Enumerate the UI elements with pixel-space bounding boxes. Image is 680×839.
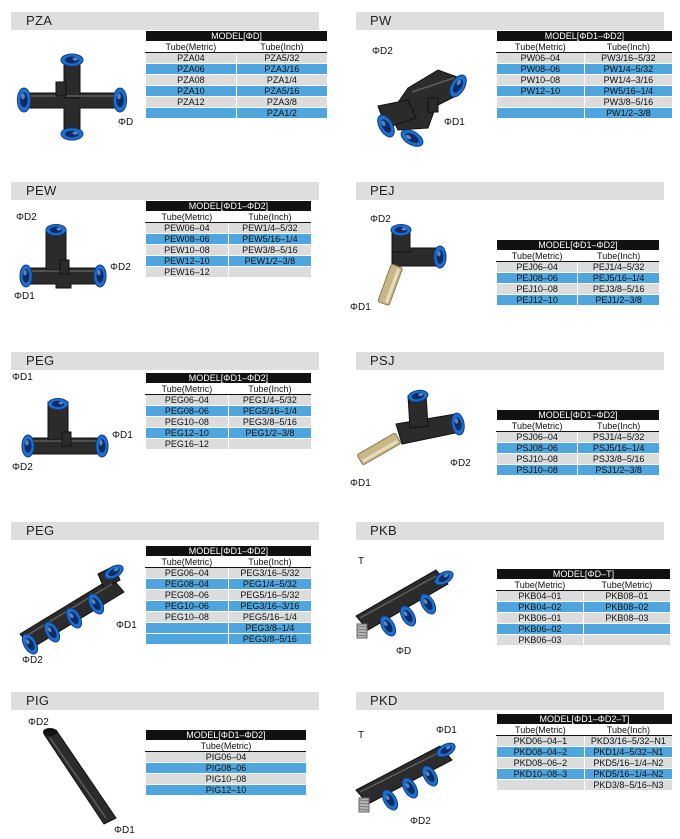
table-cell: PEG3/8–1/4 — [228, 623, 311, 634]
table-row — [497, 736, 673, 747]
table-row — [146, 267, 312, 278]
fitting-image-pkd — [340, 728, 464, 824]
fitting-image-pig — [24, 726, 130, 826]
table-subheader-row — [146, 42, 328, 53]
section-bar-pew — [11, 182, 319, 200]
table-subheader-row — [146, 384, 312, 395]
dimension-label-pkd-1: ΦD1 — [436, 725, 457, 736]
column-header: Tube(Metric) — [497, 725, 585, 736]
table-cell: PEJ06–04 — [497, 262, 578, 273]
table-cell: PEG08–06 — [146, 406, 229, 417]
table-cell: PIG10–08 — [146, 774, 307, 785]
mounting-boss — [428, 98, 438, 112]
table-cell: PEG1/4–5/32 — [228, 395, 311, 406]
table-cell — [497, 780, 585, 791]
dimension-label-pza-0: ΦD — [118, 117, 134, 128]
dimension-label-pw-1: ΦD1 — [444, 117, 465, 128]
table-cell: PEG5/16–1/4 — [228, 612, 311, 623]
table-cell: PEW1/2–3/8 — [228, 256, 311, 267]
table-subheader-row — [146, 212, 312, 223]
dimension-label-pig-0: ΦD2 — [28, 717, 49, 728]
threaded-stem — [359, 798, 369, 812]
section-title-pew: PEW — [26, 183, 57, 198]
table-cell: PEG3/16–3/16 — [228, 601, 311, 612]
table-row — [497, 75, 673, 86]
table-header-row — [146, 546, 312, 557]
table-row — [497, 454, 660, 465]
table-cell: PEG10–06 — [146, 601, 229, 612]
table-row — [146, 634, 312, 645]
table-cell: PSJ1/2–3/8 — [578, 465, 659, 476]
column-header: Tube(Metric) — [146, 42, 237, 53]
table-cell: PIG08–06 — [146, 763, 307, 774]
table-row — [146, 568, 312, 579]
column-header: Tube(Metric) — [497, 580, 584, 591]
table-cell: PEG08–04 — [146, 579, 229, 590]
table-row — [497, 284, 660, 295]
column-header: Tube(Metric) — [146, 557, 229, 568]
dimension-label-peg2-0: ΦD1 — [116, 620, 137, 631]
table-cell: PEG10–08 — [146, 612, 229, 623]
table-cell: PSJ5/16–1/4 — [578, 443, 659, 454]
table-cell: PEG1/4–5/32 — [228, 579, 311, 590]
table-row — [146, 763, 307, 774]
table-cell: PEG5/16–5/32 — [228, 590, 311, 601]
section-title-pkd: PKD — [370, 693, 398, 708]
table-cell — [146, 634, 229, 645]
column-header: Tube(Metric) — [497, 251, 578, 262]
model-table-pw — [496, 31, 672, 119]
table-cell: PSJ3/8–5/16 — [578, 454, 659, 465]
table-cell — [228, 267, 311, 278]
table-header: MODEL[ΦD1–ΦD2] — [146, 730, 307, 741]
model-table-peg2 — [145, 546, 311, 645]
section-bar-pig — [11, 692, 319, 710]
table-cell: PIG12–10 — [146, 785, 307, 796]
table-row — [146, 108, 328, 119]
model-table-pkd — [496, 714, 672, 791]
table-row — [146, 439, 312, 450]
table-row — [146, 406, 312, 417]
table-cell: PEG12–10 — [146, 428, 229, 439]
table-cell — [146, 623, 229, 634]
dimension-label-psj-1: ΦD1 — [350, 478, 371, 489]
table-cell: PZA08 — [146, 75, 237, 86]
section-title-pkb: PKB — [370, 523, 397, 538]
table-row — [146, 223, 312, 234]
table-cell: PZA5/32 — [236, 53, 327, 64]
dimension-label-psj-0: ΦD2 — [450, 458, 471, 469]
table-cell: PSJ06–04 — [497, 432, 578, 443]
table-cell: PW5/16–1/4 — [584, 86, 672, 97]
table-cell: PZA06 — [146, 64, 237, 75]
brass-stem — [378, 264, 403, 306]
table-cell: PKB08–02 — [583, 602, 670, 613]
table-cell: PZA10 — [146, 86, 237, 97]
mounting-boss — [56, 82, 66, 96]
table-row — [497, 747, 673, 758]
table-header-row — [497, 569, 671, 580]
blue-port — [391, 225, 411, 236]
table-row — [497, 53, 673, 64]
table-row — [497, 613, 671, 624]
dimension-label-pkd-0: T — [358, 730, 365, 741]
tube-end — [43, 728, 57, 736]
section-bar-pej — [356, 182, 664, 200]
table-cell: PSJ10–08 — [497, 454, 578, 465]
section-title-psj: PSJ — [370, 353, 395, 368]
table-cell: PW06–04 — [497, 53, 585, 64]
dimension-label-pkb-0: T — [358, 556, 365, 567]
section-bar-peg2 — [11, 522, 319, 540]
table-row — [146, 623, 312, 634]
table-header-row — [497, 410, 660, 421]
fitting-image-psj — [346, 388, 466, 480]
table-row — [497, 262, 660, 273]
blue-port — [61, 54, 83, 66]
table-header: MODEL[ΦD] — [146, 31, 328, 42]
table-cell: PW12–10 — [497, 86, 585, 97]
table-row — [497, 780, 673, 791]
table-cell: PKB06–02 — [497, 624, 584, 635]
dimension-label-pej-1: ΦD1 — [350, 302, 371, 313]
dimension-label-pew-2: ΦD1 — [14, 291, 35, 302]
table-cell: PEJ5/16–1/4 — [578, 273, 659, 284]
blue-port — [96, 435, 108, 457]
table-cell: PKD08–06–2 — [497, 758, 585, 769]
table-header-row — [497, 31, 673, 42]
table-header-row — [146, 201, 312, 212]
model-table-pig — [145, 730, 306, 796]
table-row — [497, 758, 673, 769]
blue-port — [48, 399, 68, 410]
table-row — [146, 97, 328, 108]
table-row — [497, 86, 673, 97]
dimension-label-peg-0: ΦD1 — [12, 372, 33, 383]
fitting-image-pw — [368, 48, 478, 143]
table-row — [497, 64, 673, 75]
table-header-row — [146, 373, 312, 384]
table-row — [497, 465, 660, 476]
fitting-image-pza — [12, 48, 132, 138]
table-cell: PZA04 — [146, 53, 237, 64]
table-cell: PZA3/8 — [236, 97, 327, 108]
dimension-label-pkb-1: ΦD — [396, 646, 412, 657]
table-cell: PKD06–04–1 — [497, 736, 585, 747]
table-cell: PEG3/16–5/32 — [228, 568, 311, 579]
dimension-label-pw-0: ΦD2 — [372, 46, 393, 57]
table-row — [146, 774, 307, 785]
brass-stem — [357, 433, 401, 465]
table-cell: PW1/4–5/32 — [584, 64, 672, 75]
model-table-psj — [496, 410, 659, 476]
section-title-pza: PZA — [26, 13, 53, 28]
table-cell — [497, 97, 585, 108]
table-cell: PEJ10–08 — [497, 284, 578, 295]
dimension-label-peg-1: ΦD1 — [112, 430, 133, 441]
table-cell: PKD5/16–1/4–N2 — [584, 758, 672, 769]
table-cell: PIG06–04 — [146, 752, 307, 763]
table-cell: PEJ1/4–5/32 — [578, 262, 659, 273]
table-row — [146, 785, 307, 796]
table-row — [497, 432, 660, 443]
table-header: MODEL[ΦD1–ΦD2] — [497, 240, 660, 251]
table-header-row — [146, 31, 328, 42]
blue-port — [113, 88, 126, 112]
table-cell: PZA1/4 — [236, 75, 327, 86]
column-header: Tube(Inch) — [584, 42, 672, 53]
table-row — [497, 624, 671, 635]
table-cell — [497, 108, 585, 119]
table-cell: PEG1/2–3/8 — [228, 428, 311, 439]
table-cell: PEG06–04 — [146, 395, 229, 406]
table-cell: PEW08–06 — [146, 234, 229, 245]
table-row — [146, 612, 312, 623]
table-header: MODEL[ΦD–T] — [497, 569, 671, 580]
fitting-image-pej — [352, 218, 452, 308]
dimension-label-pew-1: ΦD2 — [110, 262, 131, 273]
table-row — [146, 64, 328, 75]
table-cell: PEW10–08 — [146, 245, 229, 256]
column-header: Tube(Inch) — [236, 42, 327, 53]
fitting-image-peg2 — [12, 550, 130, 660]
table-row — [146, 417, 312, 428]
table-subheader-row — [497, 725, 673, 736]
table-cell — [583, 635, 670, 646]
table-row — [497, 295, 660, 306]
table-subheader-row — [497, 421, 660, 432]
table-header: MODEL[ΦD1–ΦD2–T] — [497, 714, 673, 725]
section-bar-pkd — [356, 692, 664, 710]
section-bar-peg — [11, 352, 319, 370]
column-header: Tube(Metric) — [497, 42, 585, 53]
dimension-label-peg-2: ΦD2 — [12, 462, 33, 473]
table-cell: PKD10–08–3 — [497, 769, 585, 780]
table-row — [146, 428, 312, 439]
blue-port — [61, 128, 83, 140]
table-cell: PKB04–02 — [497, 602, 584, 613]
column-header: Tube(Metric) — [146, 384, 229, 395]
table-cell: PKB04–01 — [497, 591, 584, 602]
model-table-pej — [496, 240, 659, 306]
mounting-boss — [62, 432, 71, 446]
table-row — [497, 769, 673, 780]
table-subheader-row — [146, 741, 307, 752]
table-header-row — [497, 714, 673, 725]
model-table-pkb — [496, 569, 670, 646]
table-cell — [583, 624, 670, 635]
table-row — [497, 591, 671, 602]
table-row — [497, 273, 660, 284]
column-header: Tube(Metric) — [146, 212, 229, 223]
model-table-peg — [145, 373, 311, 450]
table-cell: PEW16–12 — [146, 267, 229, 278]
table-cell: PW1/2–3/8 — [584, 108, 672, 119]
column-header: Tube(Metric) — [146, 741, 307, 752]
table-cell: PEG08–06 — [146, 590, 229, 601]
table-header-row — [146, 730, 307, 741]
table-row — [497, 108, 673, 119]
table-cell — [146, 108, 237, 119]
table-cell: PSJ08–06 — [497, 443, 578, 454]
section-bar-pza — [11, 12, 319, 30]
table-cell: PW10–08 — [497, 75, 585, 86]
table-header: MODEL[ΦD1–ΦD2] — [146, 546, 312, 557]
table-row — [497, 97, 673, 108]
table-cell: PZA3/16 — [236, 64, 327, 75]
table-cell: PZA5/16 — [236, 86, 327, 97]
table-row — [146, 53, 328, 64]
column-header: Tube(Metric) — [583, 580, 670, 591]
table-cell: PKB08–03 — [583, 613, 670, 624]
table-cell: PEW3/8–5/16 — [228, 245, 311, 256]
dimension-label-peg2-1: ΦD2 — [22, 655, 43, 666]
table-row — [146, 234, 312, 245]
table-cell: PEJ3/8–5/16 — [578, 284, 659, 295]
column-header: Tube(Inch) — [228, 384, 311, 395]
blue-port — [94, 265, 106, 287]
table-row — [146, 752, 307, 763]
table-row — [146, 590, 312, 601]
table-row — [497, 443, 660, 454]
blue-port — [46, 225, 66, 236]
table-header: MODEL[ΦD1–ΦD2] — [146, 373, 312, 384]
table-cell: PKB06–03 — [497, 635, 584, 646]
table-row — [146, 579, 312, 590]
dimension-label-pej-0: ΦD2 — [370, 214, 391, 225]
table-cell: PEG3/8–5/16 — [228, 634, 311, 645]
table-cell: PEG16–12 — [146, 439, 229, 450]
mounting-boss — [60, 260, 69, 274]
table-cell: PEW12–10 — [146, 256, 229, 267]
model-table-pza — [145, 31, 327, 119]
table-cell: PEG5/16–1/4 — [228, 406, 311, 417]
fitting-image-pkb — [336, 556, 464, 656]
column-header: Tube(Inch) — [584, 725, 672, 736]
dimension-label-pig-1: ΦD1 — [114, 825, 135, 836]
threaded-stem — [357, 624, 367, 638]
table-cell: PZA1/2 — [236, 108, 327, 119]
table-cell: PKD5/16–1/4–N2 — [584, 769, 672, 780]
section-title-pig: PIG — [26, 693, 50, 708]
table-cell: PEG3/8–5/16 — [228, 417, 311, 428]
table-row — [146, 601, 312, 612]
table-cell: PSJ1/4–5/32 — [578, 432, 659, 443]
table-cell: PZA12 — [146, 97, 237, 108]
table-cell: PW1/4–3/16 — [584, 75, 672, 86]
table-cell: PEW5/16–1/4 — [228, 234, 311, 245]
section-bar-pkb — [356, 522, 664, 540]
table-cell: PW08–06 — [497, 64, 585, 75]
table-cell: PEG10–08 — [146, 417, 229, 428]
blue-port — [17, 88, 30, 112]
section-title-pej: PEJ — [370, 183, 395, 198]
table-cell: PSJ10–08 — [497, 465, 578, 476]
table-cell: PEW1/4–5/32 — [228, 223, 311, 234]
column-header: Tube(Inch) — [228, 212, 311, 223]
column-header: Tube(Inch) — [578, 421, 659, 432]
table-cell: PEJ08–06 — [497, 273, 578, 284]
table-row — [146, 256, 312, 267]
table-header: MODEL[ΦD1–ΦD2] — [497, 410, 660, 421]
table-cell: PW3/8–5/16 — [584, 97, 672, 108]
table-subheader-row — [497, 580, 671, 591]
table-row — [497, 602, 671, 613]
table-cell: PEJ1/2–3/8 — [578, 295, 659, 306]
model-table-pew — [145, 201, 311, 278]
table-header-row — [497, 240, 660, 251]
fitting-image-peg — [16, 390, 114, 470]
fitting-image-pew — [16, 218, 110, 298]
table-subheader-row — [146, 557, 312, 568]
dimension-label-pkd-2: ΦD2 — [410, 816, 431, 827]
section-title-peg: PEG — [26, 353, 55, 368]
section-bar-pw — [356, 12, 664, 30]
section-title-peg2: PEG — [26, 523, 55, 538]
table-cell: PKD08–04–2 — [497, 747, 585, 758]
table-cell: PEJ12–10 — [497, 295, 578, 306]
table-cell — [228, 439, 311, 450]
table-row — [146, 245, 312, 256]
table-header: MODEL[ΦD1–ΦD2] — [146, 201, 312, 212]
table-cell: PEG06–04 — [146, 568, 229, 579]
table-cell: PKD1/4–5/32–N1 — [584, 747, 672, 758]
column-header: Tube(Metric) — [497, 421, 578, 432]
fitting-body — [356, 570, 448, 630]
table-cell: PKB08–01 — [583, 591, 670, 602]
dimension-label-pew-0: ΦD2 — [16, 212, 37, 223]
table-row — [146, 395, 312, 406]
column-header: Tube(Inch) — [228, 557, 311, 568]
table-cell: PEW06–04 — [146, 223, 229, 234]
section-title-pw: PW — [370, 13, 392, 28]
table-cell: PKB06–01 — [497, 613, 584, 624]
blue-port — [22, 435, 34, 457]
table-cell: PW3/16–5/32 — [584, 53, 672, 64]
blue-port — [20, 265, 32, 287]
table-subheader-row — [497, 42, 673, 53]
table-row — [146, 75, 328, 86]
table-row — [146, 86, 328, 97]
table-cell: PKD3/16–5/32–N1 — [584, 736, 672, 747]
blue-port — [434, 246, 446, 268]
table-header: MODEL[ΦD1–ΦD2] — [497, 31, 673, 42]
section-bar-psj — [356, 352, 664, 370]
column-header: Tube(Inch) — [578, 251, 659, 262]
table-row — [497, 635, 671, 646]
table-subheader-row — [497, 251, 660, 262]
table-cell: PKD3/8–5/16–N3 — [584, 780, 672, 791]
